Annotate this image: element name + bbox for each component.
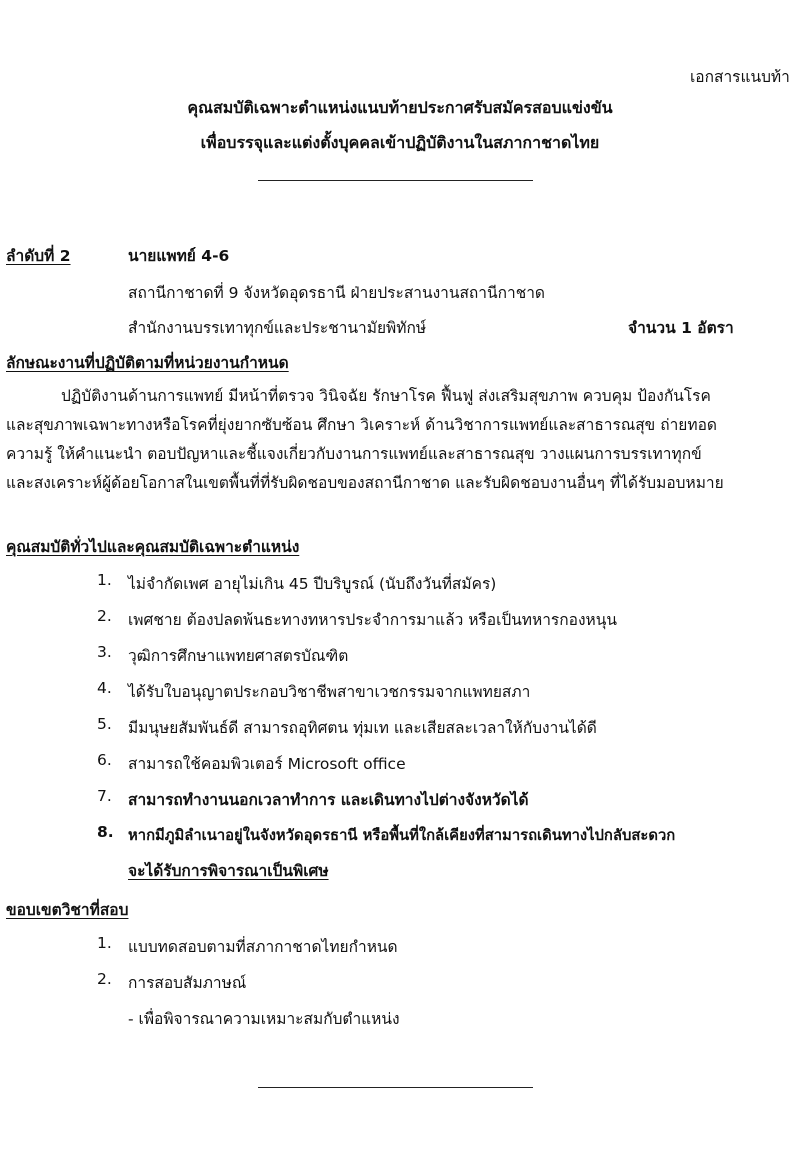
qualification-number: 8. [97,823,114,841]
exam-item: การสอบสัมภาษณ์ [128,974,247,992]
duties-heading: ลักษณะงานที่ปฏิบัติตามที่หน่วยงานกำหนด [6,354,289,372]
qualification-number: 7. [97,787,112,805]
duties-line: และสุขภาพเฉพาะทางหรือโรคที่ยุ่งยากซับซ้อน ศึกษา วิเคราะห์ ด้านวิชาการแพทย์และสาธารณสุข ถ่ายทอด [6,416,717,434]
qualification-number: 6. [97,751,112,769]
document-title-line2: เพื่อบรรจุและแต่งตั้งบุคคลเข้าปฏิบัติงานในสภากาชาดไทย [200,133,600,152]
duties-line: และสงเคราะห์ผู้ด้อยโอกาสในเขตพื้นที่ที่รับผิดชอบของสถานีกาชาด และรับผิดชอบงานอื่นๆ ที่ได้รับมอบหมาย [6,474,724,492]
qualification-item: เพศชาย ต้องปลดพ้นธะทางทหารประจำการมาแล้ว หรือเป็นทหารกองหนุน [128,611,617,629]
attachment-label: เอกสารแนบท้า [690,68,790,86]
exam-heading: ขอบเขตวิชาที่สอบ [6,901,129,919]
duties-paragraph [6,382,792,498]
qualification-item: มีมนุษยสัมพันธ์ดี สามารถอุทิศตน ทุ่มเท และเสียสละเวลาให้กับงานได้ดี [128,719,597,737]
qualification-item: ได้รับใบอนุญาตประกอบวิชาชีพสาขาเวชกรรมจากแพทยสภา [128,683,531,701]
exam-sub-note: - เพื่อพิจารณาความเหมาะสมกับตำแหน่ง [128,1010,400,1028]
qualification-item: หากมีภูมิลำเนาอยู่ในจังหวัดอุดรธานี หรือพื้นที่ใกล้เคียงที่สามารถเดินทางไปกลับสะดวก [128,827,676,844]
qualification-item: ไม่จำกัดเพศ อายุไม่เกิน 45 ปีบริบูรณ์ (นับถึงวันที่สมัคร) [128,575,497,593]
qualification-item: สามารถทำงานนอกเวลาทำการ และเดินทางไปต่างจังหวัดได้ [128,791,529,809]
qualification-item: สามารถใช้คอมพิวเตอร์ Microsoft office [128,755,406,773]
position-count: จำนวน 1 อัตรา [628,319,734,337]
qualification-number: 5. [97,715,112,733]
qualification-number: 4. [97,679,112,697]
order-label: ลำดับที่ 2 [6,247,71,265]
qualification-number: 2. [97,607,112,625]
exam-item: แบบทดสอบตามที่สภากาชาดไทยกำหนด [128,938,398,956]
duties-line: ความรู้ ให้คำแนะนำ ตอบปัญหาและชี้แจงเกี่ยวกับงานการแพทย์และสาธารณสุข วางแผนการบรรเทาทุกข์ [6,445,702,463]
qualification-item8-note: จะได้รับการพิจารณาเป็นพิเศษ [128,862,329,880]
bottom-divider [258,1087,533,1088]
exam-number: 1. [97,934,112,952]
duties-line: ปฏิบัติงานด้านการแพทย์ มีหน้าที่ตรวจ วินิจฉัย รักษาโรค ฟื้นฟู ส่งเสริมสุขภาพ ควบคุม ป้องกันโรค [61,387,711,405]
title-divider [258,180,533,181]
qualification-item: วุฒิการศึกษาแพทยศาสตรบัณฑิต [128,647,349,665]
document-title-line1: คุณสมบัติเฉพาะตำแหน่งแนบท้ายประกาศรับสมัครสอบแข่งขัน [187,98,613,117]
qualifications-heading: คุณสมบัติทั่วไปและคุณสมบัติเฉพาะตำแหน่ง [6,538,300,556]
unit-line2: สำนักงานบรรเทาทุกข์และประชานามัยพิทักษ์ [128,319,427,337]
unit-line1: สถานีกาชาดที่ 9 จังหวัดอุดรธานี ฝ่ายประสานงานสถานีกาชาด [128,284,545,302]
position-title: นายแพทย์ 4-6 [128,247,230,265]
exam-number: 2. [97,970,112,988]
qualification-number: 3. [97,643,112,661]
qualification-number: 1. [97,571,112,589]
